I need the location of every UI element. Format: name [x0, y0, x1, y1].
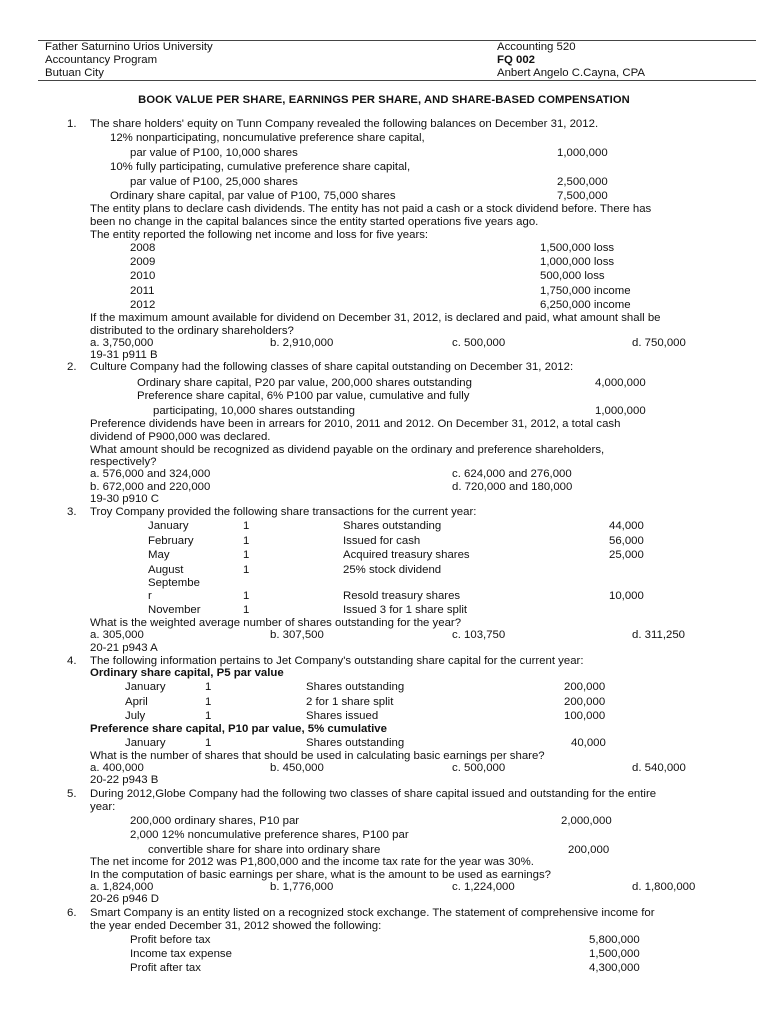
- q6-number: 6.: [67, 907, 77, 919]
- q2-number: 2.: [67, 361, 77, 373]
- q5-ordinary: 200,000 ordinary shares, P10 par: [130, 815, 300, 827]
- q3-desc: Resold treasury shares: [343, 590, 461, 602]
- q5-para2: In the computation of basic earnings per share, what is the amount to be used as earnings?: [90, 869, 551, 881]
- q4-choice-b: b. 450,000: [270, 762, 324, 774]
- q3-question: What is the weighted average number of shares outstanding for the year?: [90, 617, 462, 629]
- q5-number: 5.: [67, 788, 77, 800]
- q2-intro: Culture Company had the following classes of share capital outstanding on December 31, 2012:: [90, 361, 574, 373]
- q6-row-amount: 1,500,000: [589, 948, 640, 960]
- q4-desc: 2 for 1 share split: [306, 696, 394, 708]
- q2-reference: 19-30 p910 C: [90, 493, 160, 505]
- q2-ordinary: Ordinary share capital, P20 par value, 200,000 shares outstanding: [137, 377, 472, 389]
- q2-pref-amount: 1,000,000: [595, 405, 646, 417]
- q3-amount: 56,000: [609, 535, 644, 547]
- q5-reference: 20-26 p946 D: [90, 893, 160, 905]
- q3-day: 1: [243, 520, 250, 532]
- q5-choice-c: c. 1,224,000: [452, 881, 515, 893]
- q3-desc: Issued 3 for 1 share split: [343, 604, 468, 616]
- q3-day: 1: [243, 535, 250, 547]
- q3-month: r: [148, 590, 152, 602]
- q4-pref-desc: Shares outstanding: [306, 737, 405, 749]
- header-school: Father Saturnino Urios University: [45, 41, 213, 53]
- q5-ordinary-amount: 2,000,000: [561, 815, 612, 827]
- q3-intro: Troy Company provided the following share transactions for the current year:: [90, 506, 477, 518]
- q1-question-line2: distributed to the ordinary shareholders?: [90, 325, 294, 337]
- q1-year-amount: 1,750,000 income: [540, 285, 631, 297]
- header-code: FQ 002: [497, 54, 535, 66]
- q1-pref1-line1: 12% nonparticipating, noncumulative preference share capital,: [110, 132, 425, 144]
- q2-para2: dividend of P900,000 was declared.: [90, 431, 271, 443]
- q1-reference: 19-31 p911 B: [90, 349, 158, 361]
- q5-intro-line2: year:: [90, 801, 116, 813]
- q5-para1: The net income for 2012 was P1,800,000 and the income tax rate for the year was 30%.: [90, 856, 534, 868]
- q2-choice-a: a. 576,000 and 324,000: [90, 468, 211, 480]
- q4-reference: 20-22 p943 B: [90, 774, 159, 786]
- q3-desc: Acquired treasury shares: [343, 549, 470, 561]
- q3-choice-a: a. 305,000: [90, 629, 144, 641]
- q3-month: January: [148, 520, 189, 532]
- q4-amount: 200,000: [564, 696, 606, 708]
- q4-choice-d: d. 540,000: [632, 762, 686, 774]
- q4-day: 1: [205, 710, 212, 722]
- q3-reference: 20-21 p943 A: [90, 642, 158, 654]
- q1-pref2-line2: par value of P100, 25,000 shares: [130, 176, 298, 188]
- q2-choice-d: d. 720,000 and 180,000: [452, 481, 573, 493]
- q1-year-amount: 1,500,000 loss: [540, 242, 615, 254]
- q4-month: April: [125, 696, 148, 708]
- q4-choice-a: a. 400,000: [90, 762, 144, 774]
- q3-choice-b: b. 307,500: [270, 629, 324, 641]
- q1-year: 2010: [130, 270, 156, 282]
- q6-row-label: Income tax expense: [130, 948, 232, 960]
- q2-para4: respectively?: [90, 456, 157, 468]
- q1-pref1-amount: 1,000,000: [557, 147, 608, 159]
- q3-choice-d: d. 311,250: [632, 629, 685, 641]
- q1-para3: The entity reported the following net income and loss for five years:: [90, 229, 429, 241]
- q6-intro-line1: Smart Company is an entity listed on a recognized stock exchange. The statement of comprehensive income for: [90, 907, 655, 919]
- q3-amount: 44,000: [609, 520, 644, 532]
- q4-choice-c: c. 500,000: [452, 762, 506, 774]
- q4-number: 4.: [67, 655, 77, 667]
- q5-pref-line1: 2,000 12% noncumulative preference shares, P100 par: [130, 829, 409, 841]
- q1-number: 1.: [67, 118, 77, 130]
- q1-year: 2009: [130, 256, 156, 268]
- q4-intro: The following information pertains to Jet Company's outstanding share capital for the current year:: [90, 655, 584, 667]
- q4-month: July: [125, 710, 146, 722]
- q5-choice-b: b. 1,776,000: [270, 881, 334, 893]
- header-course: Accounting 520: [497, 41, 576, 53]
- q6-intro-line2: the year ended December 31, 2012 showed the following:: [90, 920, 382, 932]
- q2-para1: Preference dividends have been in arrears for 2010, 2011 and 2012. On December 31, 2012, a total cash: [90, 418, 621, 430]
- q3-month: August: [148, 564, 184, 576]
- q4-pref-amount: 40,000: [571, 737, 606, 749]
- header-instructor: Anbert Angelo C.Cayna, CPA: [497, 67, 645, 79]
- q1-choice-d: d. 750,000: [632, 337, 686, 349]
- q2-para3: What amount should be recognized as dividend payable on the ordinary and preference shareholders,: [90, 444, 605, 456]
- header-bottom-rule: [38, 80, 756, 81]
- q2-pref-line1: Preference share capital, 6% P100 par value, cumulative and fully: [137, 390, 470, 402]
- q4-pref-month: January: [125, 737, 166, 749]
- q3-day: 1: [243, 604, 250, 616]
- q1-para1: The entity plans to declare cash dividends. The entity has not paid a cash or a stock dividend before. There has: [90, 203, 652, 215]
- q1-para2: been no change in the capital balances since the entity started operations five years ago.: [90, 216, 539, 228]
- q1-year: 2011: [130, 285, 155, 297]
- q4-question: What is the number of shares that should be used in calculating basic earnings per share?: [90, 750, 545, 762]
- q3-number: 3.: [67, 506, 77, 518]
- q1-intro: The share holders' equity on Tunn Company revealed the following balances on December 31, 2012.: [90, 118, 599, 130]
- header-program: Accountancy Program: [45, 54, 158, 66]
- q1-choice-c: c. 500,000: [452, 337, 506, 349]
- q1-ordinary: Ordinary share capital, par value of P100, 75,000 shares: [110, 190, 396, 202]
- q3-day: 1: [243, 549, 250, 561]
- q6-row-label: Profit before tax: [130, 934, 211, 946]
- q6-row-amount: 5,800,000: [589, 934, 640, 946]
- q2-pref-line2: participating, 10,000 shares outstanding: [153, 405, 356, 417]
- q4-amount: 100,000: [564, 710, 606, 722]
- q4-amount: 200,000: [564, 681, 606, 693]
- q1-year: 2008: [130, 242, 156, 254]
- q4-day: 1: [205, 696, 212, 708]
- q3-desc: 25% stock dividend: [343, 564, 442, 576]
- q6-row-amount: 4,300,000: [589, 962, 640, 974]
- q4-heading-ordinary: Ordinary share capital, P5 par value: [90, 667, 284, 679]
- q1-choice-a: a. 3,750,000: [90, 337, 154, 349]
- q5-choice-d: d. 1,800,000: [632, 881, 696, 893]
- q3-desc: Shares outstanding: [343, 520, 442, 532]
- q3-amount: 10,000: [609, 590, 644, 602]
- q4-month: January: [125, 681, 166, 693]
- q2-ordinary-amount: 4,000,000: [595, 377, 646, 389]
- q1-year-amount: 1,000,000 loss: [540, 256, 615, 268]
- q4-pref-day: 1: [205, 737, 212, 749]
- q5-pref-amount: 200,000: [568, 844, 610, 856]
- q1-year-amount: 500,000 loss: [540, 270, 605, 282]
- q5-pref-line2: convertible share for share into ordinary share: [148, 844, 381, 856]
- page-title: BOOK VALUE PER SHARE, EARNINGS PER SHARE, AND SHARE-BASED COMPENSATION: [138, 94, 630, 106]
- q4-desc: Shares issued: [306, 710, 379, 722]
- q3-month: November: [148, 604, 201, 616]
- q1-question-line1: If the maximum amount available for dividend on December 31, 2012, is declared and paid, what amount shall be: [90, 312, 661, 324]
- q1-year: 2012: [130, 299, 156, 311]
- q1-ordinary-amount: 7,500,000: [557, 190, 608, 202]
- q3-day: 1: [243, 564, 250, 576]
- header-city: Butuan City: [45, 67, 104, 79]
- q1-pref2-amount: 2,500,000: [557, 176, 608, 188]
- q1-choice-b: b. 2,910,000: [270, 337, 334, 349]
- q5-choice-a: a. 1,824,000: [90, 881, 154, 893]
- q4-desc: Shares outstanding: [306, 681, 405, 693]
- q3-desc: Issued for cash: [343, 535, 421, 547]
- q3-month: Septembe: [148, 577, 200, 589]
- q1-pref1-line2: par value of P100, 10,000 shares: [130, 147, 298, 159]
- q6-row-label: Profit after tax: [130, 962, 201, 974]
- q5-intro-line1: During 2012,Globe Company had the following two classes of share capital issued and outstanding for the entire: [90, 788, 657, 800]
- q3-choice-c: c. 103,750: [452, 629, 506, 641]
- q3-amount: 25,000: [609, 549, 644, 561]
- q3-month: February: [148, 535, 194, 547]
- q3-month: May: [148, 549, 170, 561]
- q1-year-amount: 6,250,000 income: [540, 299, 631, 311]
- q2-choice-b: b. 672,000 and 220,000: [90, 481, 211, 493]
- q2-choice-c: c. 624,000 and 276,000: [452, 468, 572, 480]
- q1-pref2-line1: 10% fully participating, cumulative preference share capital,: [110, 161, 411, 173]
- q4-day: 1: [205, 681, 212, 693]
- q4-heading-preference: Preference share capital, P10 par value, 5% cumulative: [90, 723, 387, 735]
- q3-day: 1: [243, 590, 250, 602]
